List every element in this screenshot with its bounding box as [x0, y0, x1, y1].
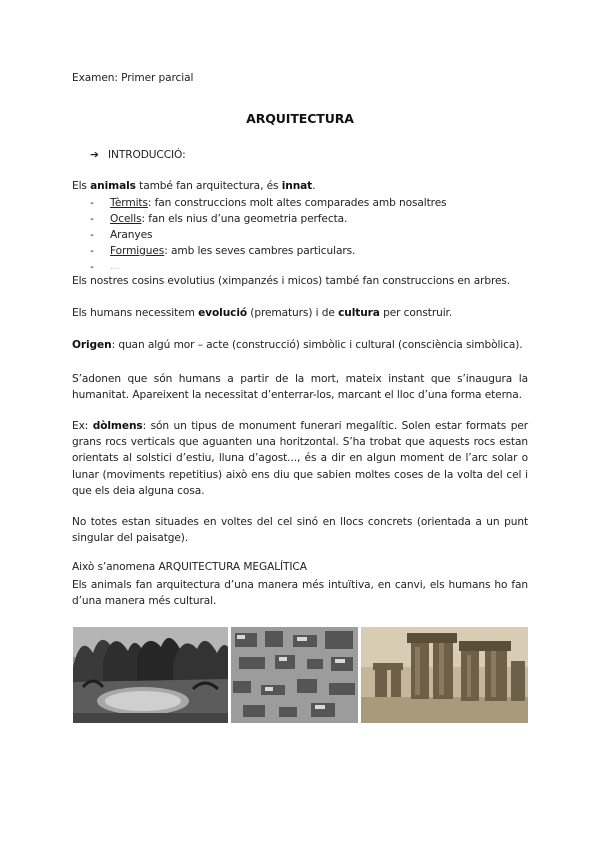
- paragraph-humans: Els humans necessitem evolució (prematurs) i de cultura per construir.: [72, 307, 453, 319]
- animal-builders-list: [90, 195, 447, 269]
- paragraph-origen: Origen: quan algú mor – acte (construcció) simbòlic i cultural (consciència simbòlica).: [72, 339, 523, 351]
- list-term: Tèrmits: [110, 197, 148, 209]
- photo-strip: [73, 627, 528, 723]
- exam-header: Examen: Primer parcial: [72, 72, 194, 84]
- bold-origen: Origen: [72, 339, 112, 351]
- paragraph-intuitiva: Els animals fan arquitectura d’una manera més intuïtiva, en canvi, els humans ho fan d’una manera més cultural.: [72, 579, 528, 608]
- termite-mounds-photo: [73, 627, 228, 723]
- bold-dolmens: dòlmens: [92, 420, 143, 432]
- list-item: - Ocells: fan els nius d’una geometria perfecta.: [90, 213, 348, 225]
- paragraph-totes: No totes estan situades en voltes del cel sinó en llocs concrets (orientada a un punt singular del paisatge).: [72, 516, 528, 545]
- paragraph-adonen: S’adonen que són humans a partir de la mort, mateix instant que s’inaugura la humanitat. Apareixent la necessitat d’enterrar-los, marcant el lloc d’una forma eterna.: [72, 373, 528, 402]
- list-item: - Tèrmits: fan construccions molt altes comparades amb nosaltres: [90, 197, 447, 209]
- bold-cultura: cultura: [338, 307, 380, 319]
- paragraph-dolmens: Ex: dòlmens: són un tipus de monument funerari megalític. Solen estar formats per grans rocs verticals que aguanten una horitzontal. S’ha trobat que aquests rocs estan orientats al solstici d’estiu, lluna d’agost..., és a dir en algun moment de l’arc solar o lunar (moviments repetitius) això ens diu que sabien moltes coses de la volta del cel i que els deia alguna cosa.: [72, 420, 529, 497]
- bold-innat: innat: [281, 180, 313, 192]
- page-title: ARQUITECTURA: [246, 111, 354, 126]
- list-item: - Aranyes: [90, 229, 153, 241]
- bold-animals: animals: [90, 180, 136, 192]
- list-term: Formigues: [110, 245, 165, 257]
- paragraph-megalitica: Això s’anomena ARQUITECTURA MEGALÍTICA: [72, 561, 307, 573]
- list-term: Ocells: [110, 213, 142, 225]
- list-item: - ...: [90, 261, 120, 269]
- intro-heading: [90, 149, 186, 161]
- paragraph-cosins: Els nostres cosins evolutius (ximpanzés i micos) també fan construccions en arbres.: [72, 275, 511, 287]
- flooded-village-photo: [231, 627, 358, 723]
- intro-label: INTRODUCCIÓ:: [108, 149, 186, 161]
- paragraph-animals: Els animals també fan arquitectura, és innat.: [72, 180, 316, 192]
- arrow-icon: ➔: [90, 149, 99, 161]
- bold-evolucio: evolució: [198, 307, 248, 319]
- stonehenge-photo: [361, 627, 528, 723]
- list-item: - Formigues: amb les seves cambres particulars.: [90, 245, 356, 257]
